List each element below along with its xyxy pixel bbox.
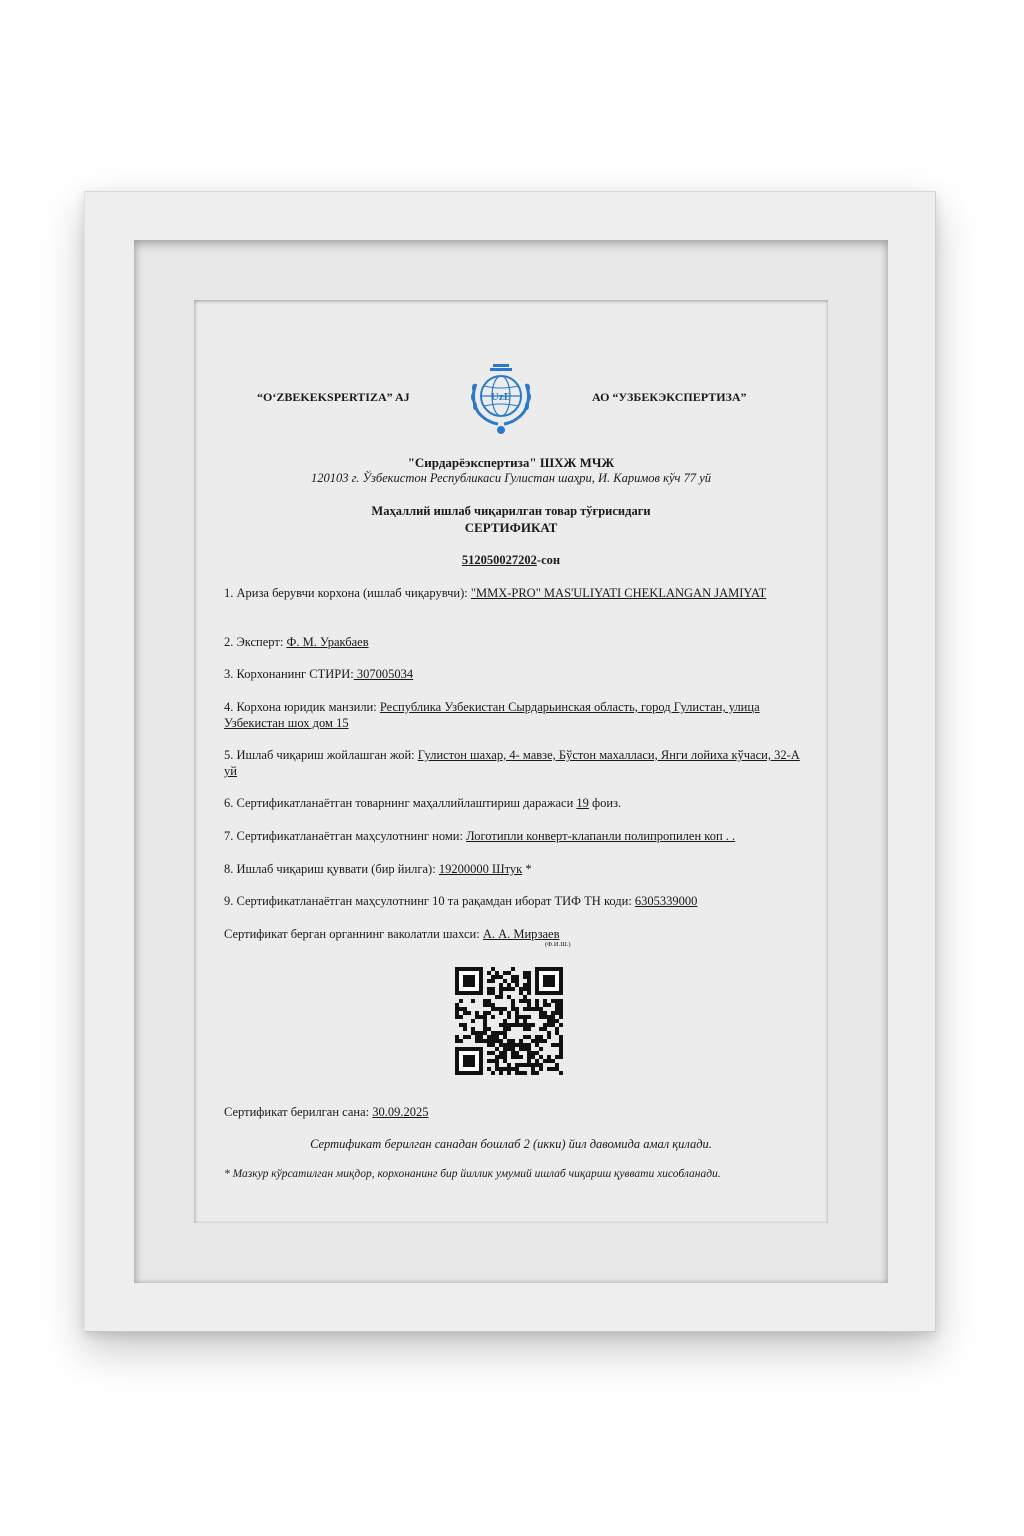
qr-code-icon	[455, 967, 563, 1075]
uze-logo-icon	[462, 362, 540, 436]
date-value: 30.09.2025	[372, 1105, 429, 1119]
number-value: 512050027202	[461, 553, 537, 567]
issuer-name: "Сирдарёэкспертиза" ШХЖ МЧЖ	[407, 455, 615, 470]
item-authorized-person	[224, 926, 804, 942]
footnote: * Мазкур кўрсатилган миқдор, корхонанинг бир йиллик умумий ишлаб чиқариш қуввати хисобланади.	[224, 1168, 721, 1180]
item-value: А. А. Мирзаев	[482, 927, 560, 941]
item-label: Сертификат берган органнинг ваколатли шахси:	[224, 927, 483, 941]
item-expert	[224, 634, 804, 650]
title-line1: Маҳаллий ишлаб чиқарилган товар тўғрисидаги	[371, 504, 651, 518]
item-value: 19	[576, 796, 589, 810]
item-label: 6. Сертификатланаётган товарнинг маҳаллийлаштириш даражаси	[224, 796, 577, 810]
date-label: Сертификат берилган сана:	[224, 1105, 373, 1119]
logo-text: UzE	[490, 391, 512, 403]
validity-note: Сертификат берилган санадан бошлаб 2 (икки) йил давомида амал қилади.	[310, 1137, 712, 1151]
item-localization	[224, 795, 804, 811]
item-value: Ф. М. Уракбаев	[286, 635, 369, 649]
item-value: "MMX-PRO" MAS'ULIYATI CHEKLANGAN JAMIYAT	[470, 586, 767, 600]
item-value: Республика Узбекистан Сырдарьинская область, город Гулистан, улица Узбекистан шох дом 15	[224, 700, 760, 730]
header-left-org: “O‘ZBEKEKSPERTIZA” AJ	[257, 390, 410, 404]
item-value: 6305339000	[634, 894, 698, 908]
item-label: 7. Сертификатланаётган маҳсулотнинг номи:	[224, 829, 467, 843]
item-suffix: фоиз.	[588, 796, 622, 810]
item-label: 3. Корхонанинг СТИРИ:	[224, 667, 354, 681]
certificate-title: СЕРТИФИКАТ	[464, 520, 558, 535]
item-product-name	[224, 828, 804, 844]
item-suffix: *	[522, 862, 532, 876]
item-label: 8. Ишлаб чиқариш қуввати (бир йилга):	[224, 862, 439, 876]
item-label: 2. Эксперт:	[224, 635, 287, 649]
issue-date	[224, 1104, 804, 1120]
item-value: 307005034	[353, 667, 414, 681]
certificate-number	[200, 553, 822, 568]
item-applicant	[224, 585, 804, 601]
item-label: 9. Сертификатланаётган маҳсулотнинг 10 та рақамдан иборат ТИФ ТН коди:	[224, 894, 635, 908]
item-value: Гулистон шахар, 4- мавзе, Бўстон махалласи, Янги лойиха кўчаси, 32-А уй	[224, 748, 800, 778]
certificate-document	[200, 316, 822, 1206]
item-value: 19200000 Штук	[438, 862, 523, 876]
header-right-org: АО “УЗБЕКЭКСПЕРТИЗА”	[592, 390, 747, 404]
item-label: 5. Ишлаб чиқариш жойлашган жой:	[224, 748, 418, 762]
item-value: Логотипли конверт-клапанли полипропилен коп . .	[466, 829, 736, 843]
item-hs-code	[224, 893, 804, 909]
issuer-address: 120103 г. Ўзбекистон Республикаси Гулистан шаҳри, И. Каримов кўч 77 уй	[310, 471, 712, 485]
item-capacity	[224, 861, 804, 877]
fio-caption: (Ф.И.Ш.)	[545, 941, 571, 948]
item-legal-address	[224, 699, 804, 731]
item-label: 1. Ариза берувчи корхона (ишлаб чиқарувчи):	[224, 586, 471, 600]
item-label: 4. Корхона юридик манзили:	[224, 700, 380, 714]
number-suffix: -сон	[536, 553, 561, 567]
item-tin	[224, 666, 804, 682]
item-production-site	[224, 747, 804, 779]
